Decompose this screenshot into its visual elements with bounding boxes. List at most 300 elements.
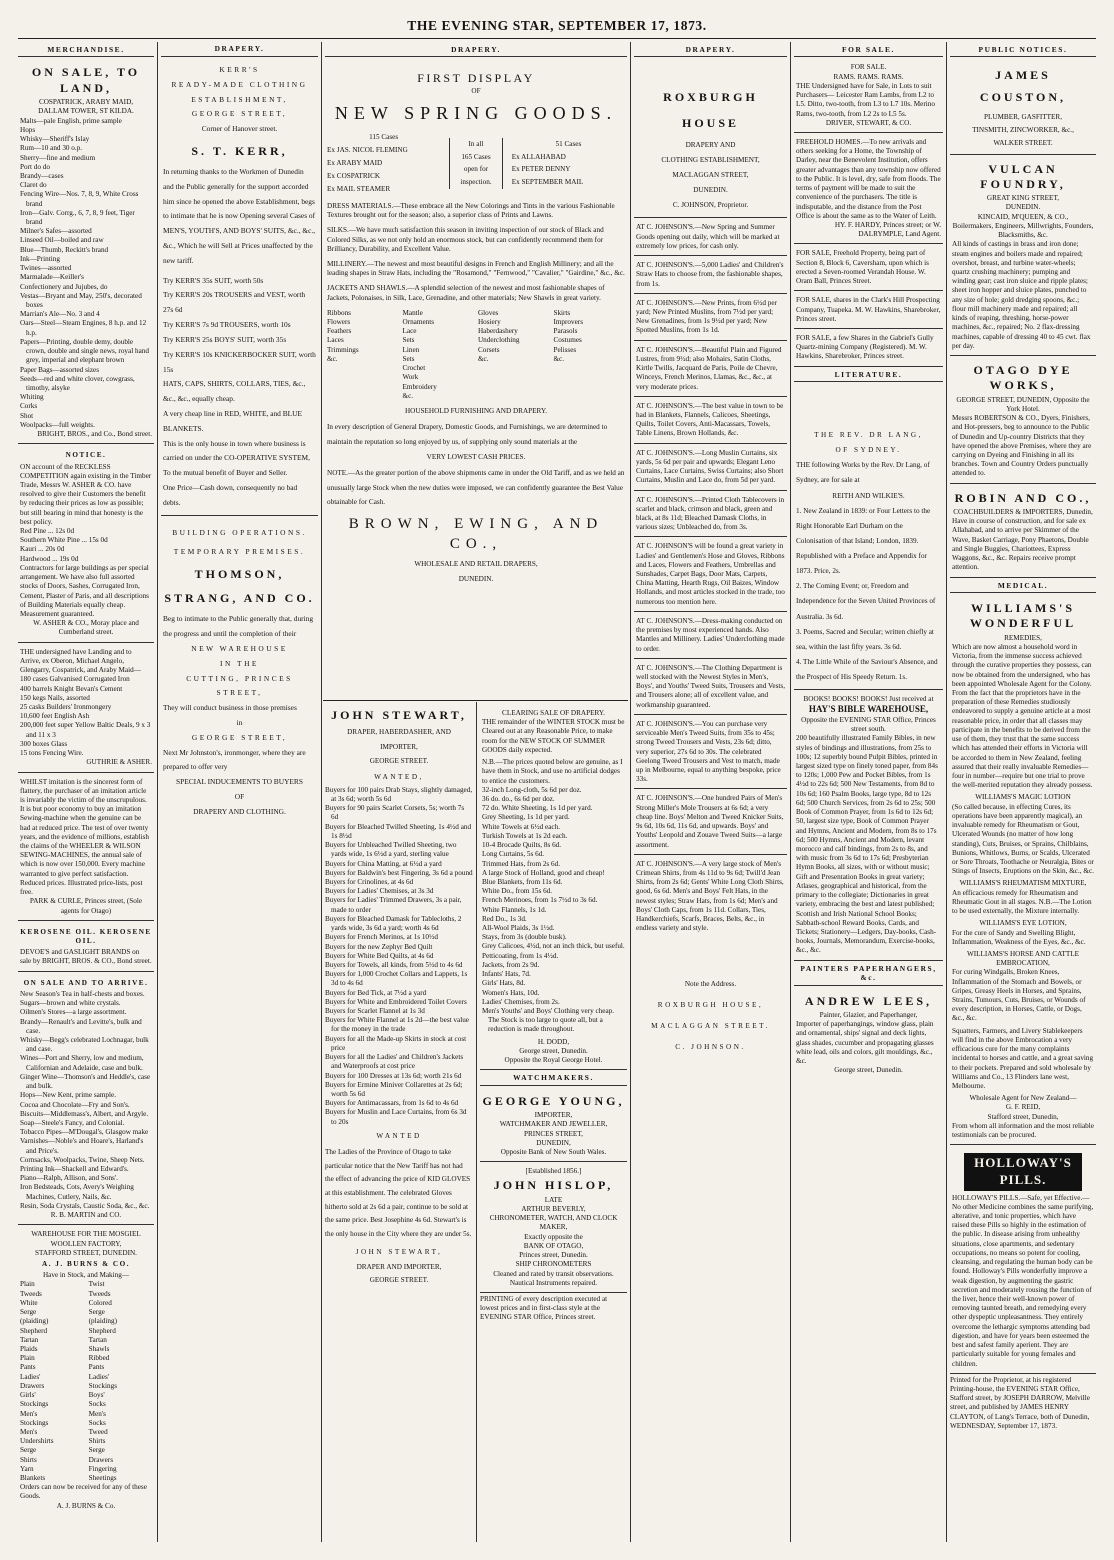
ad-body: JACKETS AND SHAWLS.—A splendid selection of the newest and most fashionable shapes of Jackets, Polonaises, in Silk, Lace, Grenadine, and other materials; New Shawls in great variety.	[327, 284, 605, 302]
list-item: Paper Bags—assorted sizes	[20, 365, 100, 374]
list-item: Ink—Printing	[20, 254, 60, 263]
ad-rams	[794, 60, 943, 133]
list-item: Ex ARABY MAID	[327, 158, 383, 167]
ad-signature: JOHN STEWART,	[355, 1247, 443, 1256]
list-item: Petticoating, from 1s 4½d.	[482, 951, 559, 960]
ad-title: WAREHOUSE FOR THE MOSGIEL WOOLLEN FACTORY,	[31, 1230, 141, 1248]
list-item: inspection.	[460, 178, 492, 187]
ad-holloway	[950, 1147, 1096, 1373]
ad-subtitle: COSPATRICK, ARABY MAID,	[38, 98, 134, 107]
list-item: Ex MAIL STEAMER	[327, 184, 391, 193]
list-item: Men's Socks	[88, 1409, 106, 1427]
list-item: Buyers for Bed Tick, at 7½d a yard	[325, 988, 427, 997]
list-item: Buyers for Bleached Damask for Tablecloths, 2 yards wide, 3s 6d a yard; worth 4s 6d	[325, 914, 462, 933]
ad-roxburgh-footer	[634, 977, 787, 1055]
ad-johnson	[634, 493, 787, 538]
ad-signature: GEORGE STREET.	[369, 1276, 429, 1285]
list-item: Infants' Hats, 7d.	[482, 970, 531, 979]
list-item: Ribbons	[327, 308, 351, 317]
item-list	[20, 117, 152, 430]
list-item: Buyers for Ermine Miniver Collarettes at 2s 6d; worth 5s 6d	[325, 1080, 463, 1099]
ad-subtitle: NEW WAREHOUSE	[191, 643, 288, 653]
list-item: 36 do. do., 6s 6d per doz.	[482, 794, 555, 803]
list-item: Long Curtains, 5s 6d.	[482, 850, 545, 859]
ad-signature: A. J. BURNS & Co.	[56, 1501, 116, 1510]
list-item: Ginger Wine—Thomson's and Heddle's, case and bulk.	[20, 1072, 151, 1091]
ad-subtitle: COACHBUILDERS & IMPORTERS, Dunedin,	[953, 508, 1093, 516]
column-merchandise	[18, 44, 154, 1544]
column-john-stewart	[325, 706, 473, 1536]
list-item: Gloves	[477, 308, 499, 317]
ad-subtitle: CLOTHING ESTABLISHMENT,	[661, 155, 760, 164]
ad-body: SILKS.—We have much satisfaction this season in inviting inspection of our stock of Black and Colored Silks, as we not only hold an enormous stock, but can confidently recommend them for Brilliancy, Durability, and Excellent Value.	[327, 226, 604, 253]
ad-robin	[950, 486, 1096, 578]
list-item: Buyers for 1,000 Crochet Collars and Lappets, 1s 3d to 4s 6d	[325, 970, 468, 988]
list-item: Red Do., 1s 3d.	[482, 914, 527, 923]
ad-johnson	[634, 399, 787, 444]
column-drapery-kerr	[161, 44, 318, 1544]
list-item: White Do., from 15s 6d.	[482, 887, 553, 896]
list-item: New Season's Tea in half-chests and boxes.	[20, 989, 145, 998]
list-item: 180 cases Galvanised Corrugated Iron	[20, 675, 130, 684]
list-item: Iron Bedsteads, Cots, Avery's Weighing Machines, Cutlery, Nails, &c.	[20, 1183, 134, 1201]
ad-body: They will conduct business in those premises	[163, 703, 297, 713]
ad-body: FOR SALE, a few Shares in the Gabriel's Gully Quartz-mining Company (Registered). M. W. Hawkins, Sharebroker, Princes street.	[796, 333, 934, 361]
ad-subtitle: WANTED	[376, 1131, 422, 1140]
ad-subtitle: WATCHMAKER AND JEWELLER,	[499, 1120, 608, 1129]
ad-subtitle: IMPORTER,	[534, 1111, 573, 1120]
ad-for-sale	[794, 246, 943, 291]
ad-body: THE undersigned have Landing and to Arrive, ex Oberon, Michael Angelo, Glengarry, Cospatrick, and Araby Maid—	[20, 647, 141, 675]
section-head: DRAPERY.	[634, 44, 787, 57]
list-item: 25 casks Builders' Ironmongery	[20, 702, 112, 711]
section-head: PUBLIC NOTICES.	[950, 44, 1096, 57]
ad-subtitle: MACLAGGAN STREET.	[651, 1022, 770, 1031]
list-item: Printing Ink—Shackell and Edward's.	[20, 1165, 129, 1174]
list-item: Ex JAS. NICOL FLEMING	[327, 146, 408, 155]
ad-body: MILLINERY.—The newest and most beautiful designs in French and English Millinery; and all the leading shapes in Straw Hats, including the "Rosamond," "Fernwood," "Cavalier," "Gairdine," &c., &c.	[327, 259, 625, 278]
list-item: Buyers for Ladies' Chemises, at 3s 3d	[325, 887, 434, 896]
list-item: Milner's Safes—assorted	[20, 227, 92, 236]
price-list	[20, 527, 152, 564]
list-item: Embroidery	[402, 382, 437, 391]
ad-subtitle: FOR SALE.	[850, 63, 887, 72]
ad-body: FOR SALE, Freehold Property, being part of Section 8, Block 6, Caversham, upon which is erected a Seven-roomed Verandah House. W. Oram Ball, Princes Street.	[796, 249, 929, 286]
list-item: Cornsacks, Woolpacks, Twine, Sheep Nets.	[20, 1155, 145, 1164]
list-item: Ex ALLAHABAD	[511, 152, 566, 161]
ad-title: WILLIAMS'S WONDERFUL	[969, 601, 1077, 631]
list-item: Ex PETER DENNY	[511, 165, 571, 174]
ad-title: HAY'S BIBLE WAREHOUSE,	[808, 704, 929, 715]
ad-subtitle: Wholesale Agent for New Zealand—	[969, 1094, 1077, 1103]
item-list	[20, 990, 152, 1211]
ad-subtitle: OF	[234, 792, 245, 801]
list-item: Wines—Port and Sherry, low and medium, Californian and Adelaide, case and bulk.	[20, 1054, 144, 1072]
ad-subtitle: in	[236, 717, 243, 727]
list-item: Men's Stockings	[20, 1409, 49, 1427]
ad-subtitle: ARTHUR BEVERLY,	[521, 1205, 586, 1214]
list-item: Ladies' Stockings	[88, 1372, 117, 1390]
ad-body: THE following Works by the Rev. Dr Lang, of Sydney, are for sale at	[796, 461, 930, 485]
ad-body: FOR SALE, shares in the Clark's Hill Prospecting Company, Tuapeka. M. W. Hawkins, Sharebroker, Princes street.	[796, 296, 941, 323]
ad-subtitle: WILLIAMS'S MAGIC LOTION	[975, 793, 1071, 802]
ad-body: HATS, CAPS, SHIRTS, COLLARS, TIES, &c., &c., &c., equally cheap.	[163, 379, 306, 404]
list-item: Buyers for the new Zephyr Bed Quilt	[325, 942, 433, 951]
list-item: Men's Undershirts	[20, 1427, 54, 1446]
list-item: Girls' Hats, 8d.	[482, 979, 526, 988]
ad-george-young	[480, 1089, 627, 1162]
ad-body: A very cheap line in RED, WHITE, and BLUE BLANKETS.	[163, 408, 303, 433]
ad-title: JOHN STEWART,	[331, 708, 467, 722]
list-item: Buyers for all the Made-up Skirts in stock at cost price	[325, 1034, 467, 1052]
ad-body: AT C. JOHNSON'S.—The best value in town to be had in Blankets, Flannels, Calicoes, Sheetings, Quilts, Toilet Covers, Anti-Macassars, Towels, Table Linens, Brown Hollands, &c.	[636, 401, 784, 438]
ad-title: ESTABLISHMENT,	[191, 94, 288, 104]
ad-signature: R. B. MARTIN and CO.	[50, 1211, 122, 1220]
list-item: Jackets, from 2s 9d.	[482, 960, 540, 969]
ad-body: WHILST imitation is the sincerest form of flattery, the purchaser of an imitation article is invariably the victim of the unscrupulous. It is but poor economy to buy an imitation Sewing-machine when the genuine can be had at reduced price. The test of over twenty years, and the evidence of millions, establish the claims of the WHEELER & WILSON SEWING-MACHINES, the annual sale of which is now over 150,000. Every machine warranted to give perfect satisfaction. Reduced prices. Illustrated price-lists, post free.	[20, 777, 149, 897]
section-head: FOR SALE.	[794, 44, 943, 57]
list-item: Buyers for White Flannel at 1s 2d—the best value for the money in the trade	[325, 1016, 469, 1034]
list-item: Confectionery and Jujubes, do	[20, 282, 108, 291]
list-item: Mantle Ornaments	[402, 308, 435, 327]
list-item: Skirts	[553, 308, 571, 317]
ad-subtitle: MACLAGGAN STREET,	[672, 171, 749, 180]
list-item: Buyers for 100 Dresses at 13s 6d; worth 21s 6d	[325, 1071, 462, 1080]
list-item: 2. The Coming Event; or, Freedom and Independence for the Seven United Provinces of Australia. 3s 6d.	[796, 582, 936, 621]
ad-dodd	[480, 706, 627, 1070]
list-item: Buyers for Bleached Twilled Sheeting, 1s 4½d and 1s 8½d	[325, 822, 472, 840]
ad-title: GEORGE YOUNG,	[482, 1093, 625, 1108]
list-item: Blankets	[20, 1474, 46, 1483]
list-item: Trimmings	[327, 345, 359, 354]
ad-title: FIRST DISPLAY	[417, 71, 535, 86]
ad-body: AT C. JOHNSON'S.—5,000 Ladies' and Children's Straw Hats to choose from, the fashionable shapes, from 1s.	[636, 261, 784, 288]
list-item: Underclothing	[477, 336, 520, 345]
ad-signature: DRAPER AND IMPORTER,	[356, 1263, 442, 1272]
ad-title: READY-MADE CLOTHING	[171, 79, 308, 89]
ad-body: Have in course of construction, and for sale ex Allahabad, and to arrive per Skimmer of the Wave, Basket Carriage, Pony Phaetons, Double and Single Buggies, Chariottees, Express Waggons, &c., &c. Repairs receive prompt attention.	[952, 517, 1089, 572]
ad-title: NOTICE.	[65, 451, 107, 460]
list-item: Brandy—cases	[20, 171, 64, 180]
list-item: Hops	[20, 125, 36, 134]
list-item: Crochet Work	[402, 364, 426, 382]
ad-body: This is the only house in town where business is carried on under the CO-OPERATIVE SYSTEM, To the mutual benefit of Buyer and Seller.	[163, 438, 310, 478]
ad-title: VULCAN FOUNDRY,	[980, 161, 1066, 191]
ad-subtitle: CUTTING, PRINCES STREET,	[186, 673, 293, 698]
ad-subtitle: WILLIAMS'S HORSE AND CATTLE EMBROCATION,	[966, 949, 1080, 968]
list-item: Sugars—brown and white crystals.	[20, 999, 121, 1008]
list-item: Hosiery	[477, 318, 501, 327]
ad-subtitle: DRAPERY AND	[685, 140, 736, 149]
ad-subtitle: DRAPERY AND CLOTHING.	[193, 806, 286, 816]
list-item: Shepherd Tartan Plaids	[20, 1326, 48, 1353]
list-item: Linseed Oil—boiled and raw	[20, 236, 104, 245]
list-item: Buyers for French Merinos, at 1s 10½d	[325, 933, 438, 942]
ad-signature: HY. F. HARDY, Princes street; or W. DALRYMPLE, Land Agent.	[834, 220, 941, 239]
shipments-left	[327, 131, 440, 196]
ad-johnson	[634, 717, 787, 790]
ad-title: THOMSON, STRANG, AND CO.	[164, 567, 315, 606]
ad-body: AT C. JOHNSON'S.—Dress-making conducted on the premises by most experienced hands. Also Mantles and Millinery. Ladies' Underclothing made to order.	[636, 616, 785, 653]
list-item: 32-inch Long-cloth, 5s 6d per doz.	[482, 785, 582, 794]
list-item: 4. The Little While of the Saviour's Absence, and the Prospect of His Speedy Return. 1s.	[796, 657, 938, 682]
list-item: Seeds—red and white clover, cowgrass, timothy, alsyke	[20, 374, 135, 392]
list-item: 150 kegs Nails, assorted	[20, 693, 90, 702]
ad-title: OTAGO DYE WORKS,	[973, 362, 1073, 393]
ad-subtitle: IMPORTER,	[380, 742, 418, 751]
section-head: DRAPERY.	[161, 44, 318, 57]
list-item: Twines—assorted	[20, 264, 72, 273]
holloway-banner: HOLLOWAY'S PILLS.	[964, 1153, 1082, 1190]
ad-subtitle: KINCAID, M'QUEEN, & CO.,	[977, 212, 1069, 221]
ad-johnson	[634, 343, 787, 397]
list-item: &c.	[477, 354, 489, 363]
ad-title: BUILDING OPERATIONS.	[172, 527, 307, 537]
list-item: 10-4 Brocade Quilts, 8s 6d.	[482, 841, 562, 850]
item-list	[20, 675, 152, 758]
price-line: Try KERR'S 25s BOYS' SUIT, worth 35s	[163, 334, 287, 344]
ad-martin	[18, 974, 154, 1226]
list-item: Malts—pale English, prime sample	[20, 116, 122, 125]
column-public-notices	[950, 44, 1096, 1544]
list-item: Ladies' Chemises, from 2s.	[482, 997, 560, 1006]
masthead-rule	[18, 38, 1096, 39]
goods-table	[20, 1280, 152, 1483]
ad-signature: Stafford street, Dunedin,	[987, 1112, 1059, 1121]
list-item: Cocoa and Chocolate—Fry and Son's.	[20, 1100, 130, 1109]
ad-subtitle: SHIP CHRONOMETERS	[515, 1260, 592, 1269]
list-item: Shepherd Tartan Shawls	[88, 1326, 116, 1353]
ad-subtitle: WILLIAMS'S EYE LOTION,	[979, 919, 1067, 928]
ad-title: KERR'S	[219, 64, 260, 74]
ad-subtitle: Corner of Hanover street.	[201, 124, 278, 134]
list-item: Buyers for White and Embroidered Toilet Covers	[325, 997, 467, 1006]
list-item: Whisky—Sheriff's Islay	[20, 135, 90, 144]
ad-for-sale	[794, 293, 943, 329]
ad-bright-bros	[18, 60, 154, 444]
ad-title: A. J. BURNS & CO.	[42, 1260, 130, 1268]
list-item: In all	[468, 139, 484, 148]
ad-body: THE remainder of the WINTER STOCK must be Cleared out at any Reasonable Price, to make room for the NEW STOCK OF SUMMER GOODS daily expected.	[482, 718, 625, 754]
ad-thomson-strang	[161, 518, 318, 824]
ad-subtitle: Have in Stock, and Making—	[42, 1271, 130, 1280]
list-item: Buyers for Muslin and Lace Curtains, from 6s 3d to 20s	[325, 1108, 467, 1126]
list-item: Grey Calicoes, 4½d, not an inch thick, but useful.	[482, 942, 625, 951]
ad-johnson	[634, 446, 787, 491]
ad-body: AT C. JOHNSON'S.—Printed Cloth Tablecovers in scarlet and black, crimson and black, green and black, at 8s 11d; Bleached Damask Cloths, in various sizes; Unbleached do, from 3s.	[636, 495, 785, 532]
ad-subtitle: BOOKS! BOOKS! BOOKS! Just received at	[803, 695, 934, 704]
column-dodd-watchmakers	[480, 706, 627, 1536]
ad-subtitle: Note the Address.	[684, 980, 737, 989]
column-divider	[321, 42, 322, 1542]
list-item: A large Stock of Holland, good and cheap!	[482, 868, 605, 877]
ad-subtitle: STAFFORD STREET, DUNEDIN.	[35, 1248, 137, 1257]
goods-col	[327, 309, 399, 401]
list-item: &c.	[553, 354, 565, 363]
ad-body: AT C. JOHNSON'S.—The Clothing Department is well stocked with the Newest Styles in Men's, Boys', and Youths' Tweed Suits, Trousers and Vests, and Trousers alone; all of excellent value, and workmanship guaranteed.	[636, 663, 785, 709]
list-item: Buyers for 90 pairs Scarlet Corsets, 5s; worth 7s 6d	[325, 804, 465, 822]
ad-title: BROWN, EWING, AND CO.,	[348, 516, 604, 552]
column-divider	[946, 42, 947, 1542]
list-item: Colored Serge (plaiding)	[88, 1298, 117, 1326]
list-item: Laces	[327, 336, 344, 345]
goods-col	[478, 309, 550, 401]
ad-body: In every description of General Drapery, Domestic Goods, and Furnishings, we are determined to maintain the reputation so long enjoyed by us, of supplying only sound materials at the	[327, 423, 608, 446]
ad-subtitle: DUNEDIN,	[536, 1138, 571, 1147]
imprint: Printed for the Proprietor, at his registered Printing-house, the EVENING STAR Office, Stafford street, by JOSEPH DARROW, Melville street, and published by JAMES HENRY CLAYTON, of Lang's Terrace, both of Dunedin, WEDNESDAY, September 17, 1873.	[950, 1375, 1090, 1430]
ad-subtitle: IN THE	[220, 658, 259, 668]
ad-subtitle: DUNEDIN.	[693, 186, 728, 195]
ad-kerosene	[18, 923, 154, 972]
ad-body: Messrs ROBERTSON & CO., Dyers, Finishers, and Hot-pressers, beg to announce to the Public of Dunedin and Up-country Districts that they have opened the above Premises, where they are carrying on Dyeing and Finishing in all its branches. Town and Country Orders punctually attended to.	[952, 414, 1092, 478]
ad-body: AT C. JOHNSON'S.—A very large stock of Men's Crimean Shirts, from 4s 11d to 9s 6d; Twill'd Jean Shirts, from 2s 6d; Gents' White Long Cloth Shirts, good, 6s 6d. Men's and Boys' Felt Hats, in the newest styles; Straw Hats, from 1s 6d; Men's and Boys' Cloth Caps, from 1s 11d. Collars, Ties, Handkerchiefs, Scarfs, Braces, Belts, &c., in endless variety and style.	[636, 859, 784, 933]
ad-subtitle: HOUSEHOLD FURNISHING AND DRAPERY.	[404, 407, 548, 415]
list-item: Buyers for Crinolines, at 4s 6d	[325, 877, 414, 886]
ad-title: JAMES COUSTON,	[979, 68, 1067, 105]
list-item: Corsets	[477, 345, 500, 354]
ad-john-hislop	[480, 1164, 627, 1293]
list-item: Buyers for all the Ladies' and Children's Jackets and Waterproofs at cost price	[325, 1053, 464, 1071]
ad-subtitle: Painter, Glazier, and Paperhanger,	[819, 1010, 918, 1019]
section-head: LITERATURE.	[794, 369, 943, 382]
buyers-list	[325, 786, 473, 1127]
ad-title: ROXBURGH HOUSE	[663, 90, 758, 130]
list-item: Sherry—fine and medium	[20, 153, 96, 162]
list-item: Whiting	[20, 393, 44, 402]
list-item: Sheetings	[88, 1474, 117, 1483]
ad-title: ON SALE AND TO ARRIVE.	[23, 978, 149, 987]
column-divider	[157, 42, 158, 1542]
ad-title: ON SALE, TO LAND,	[31, 65, 141, 95]
list-item: Pelisses	[553, 345, 577, 354]
ad-body: All kinds of castings in brass and iron done; steam engines and boilers made and repaired; overshot, breast, and turbine water-wheels; quartz crushing machinery; pumping and winding gear; cast iron sluice and ripple plates; sheet iron hopper and sluice plates, punched to any size of hole; gold dredging spoons, &c.; flour mill machinery made and repaired; all kinds of reaping, threshing, horse-power machines, &c., repaired; No. 2 flax-dressing machines, capable of dressing 40 to 45 cwt. flax per day.	[952, 240, 1091, 350]
ad-body: AT C. JOHNSON'S.—One hundred Pairs of Men's Strong Miller's Mole Trousers at 6s 6d; a very cheap line. Boys' Melton and Tweed Knicker Suits, 9s 6d, 10s 6d, 11s 6d, and upwards. Boys' and Youths' Leopold and Zouave Tweed Suits—a large assortment.	[636, 794, 784, 849]
list-item: All-Wool Plaids, 3s 1½d.	[482, 924, 555, 933]
list-item: Papers—Printing, double demy, double crown, double and single news, royal hand grey, imperial and elephant brown	[20, 337, 149, 365]
ad-signature: C. JOHNSON.	[675, 1043, 746, 1051]
list-item: Serge Drawers	[88, 1446, 113, 1464]
list-item: Linen Sets	[402, 345, 420, 363]
ad-dr-lang	[794, 385, 943, 690]
list-item: Boys' Socks	[88, 1391, 106, 1409]
ad-body: Contractors for large buildings as per special arrangement. We have also full assorted stocks of Doors, Sashes, Corrugated Iron, Cement, Plaster of Paris, and all descriptions of Building Materials equally cheap. Measurement guaranteed.	[20, 563, 149, 618]
ad-signature: C. JOHNSON, Proprietor.	[672, 201, 749, 210]
ad-body: Which are now almost a household word in Victoria, from the immense success achieved through the curative properties they possess, can now be obtained from the undersigned, who has been appointed Wholesale Agent for the Colony. From the fact that the proprietors have in the preparation of these Remedies studiously endeavored to supply a genuine article at a most reasonable price, in order that all classes may participate in the benefits to be derived from the use of them, they trust that the same success which has attended their efforts in Victoria will be accorded to them in New Zealand, feeling assured that their really invaluable Remedies—four in number—require but one trial to prove the well-merited reputation they already possess.	[952, 642, 1093, 790]
column-for-sale	[794, 44, 943, 1544]
ad-title: NEW SPRING GOODS.	[334, 103, 618, 124]
ad-johnson	[634, 296, 787, 341]
ad-subtitle: WHOLESALE AND RETAIL DRAPERS,	[414, 559, 538, 568]
goods-col	[553, 309, 625, 401]
ad-title: S. T. KERR,	[191, 143, 288, 158]
ad-body: NOTE.—As the greater portion of the above shipments came in under the Old Tariff, and as we held an unusually large Stock when the new duties were imposed, we can confidently guarantee the Best Value obtainable for Cash.	[327, 469, 625, 507]
ad-subtitle: WILLIAMS'S RHEUMATISM MIXTURE,	[959, 879, 1087, 888]
list-item: 15 tons Fencing Wire.	[20, 749, 84, 758]
list-item: Buyers for 100 pairs Drab Stays, slightly damaged, at 3s 6d; worth 5s 6d	[325, 785, 473, 804]
price-line: Try KERR'S 7s 9d TROUSERS, worth 10s	[163, 320, 291, 330]
ad-subtitle: GEORGE STREET,	[191, 732, 288, 742]
ad-body: From whom all information and the most reliable testimonials can be procured.	[952, 1121, 1094, 1140]
ad-body: DEVOE'S and GASLIGHT BRANDS on sale by BRIGHT, BROS. & CO., Bond street.	[20, 948, 152, 966]
list-item: Oilmen's Stores—a large assortment.	[20, 1008, 127, 1017]
ad-subtitle: Cleaned and rated by transit observations. Nautical Instruments repaired.	[493, 1269, 614, 1287]
ad-title: RAMS. RAMS. RAMS.	[833, 72, 904, 81]
list-item: Woolpacks—full weights.	[20, 420, 95, 429]
list-item: Blue—Thumb, Reckitt's brand	[20, 245, 109, 254]
ad-guthrie	[18, 645, 154, 773]
ad-subtitle: VERY LOWEST CASH PRICES.	[426, 453, 526, 462]
list-item: Southern White Pine ... 15s 0d	[20, 536, 108, 545]
ad-body: AT C. JOHNSON'S will be found a great variety in Ladies' and Gentlemen's Hose and Gloves, Ribbons and Laces, Flowers and Feathers, Umbrellas and Sunshades, Carpet Bags, Door Mats, Carpets, China Matting, Hearth Rugs, Oil Baizes, Window Hollands, and most articles stocked in the trade, too numerous too mention here.	[636, 542, 785, 606]
list-item: White Flannels, 1s 1d.	[482, 905, 547, 914]
ad-title: ROBIN AND CO.,	[954, 490, 1092, 505]
list-item: Brandy—Renault's and Levitte's, bulk and case.	[20, 1017, 142, 1035]
ad-asher	[18, 446, 154, 642]
ad-body: An efficacious remedy for Rheumatism and Rheumatic Gout in all stages. N.B.—The Lotion to be used externally, the Mixture internally.	[952, 888, 1092, 916]
column-divider	[790, 42, 791, 1542]
goods-col	[402, 309, 474, 401]
ad-body: THE Undersigned have for Sale, in Lots to suit Purchasers— Leicester Ram Lambs, from L2 to L5. Ditto, two-tooth, from L3 to L7 10s. Merino Rams, two-tooth, from L2 2s to L5 5s.	[796, 81, 935, 118]
list-item: 51 Cases	[555, 139, 582, 148]
list-item: Red Pine ... 12s 0d	[20, 527, 75, 536]
ad-title: TEMPORARY PREMISES.	[173, 547, 306, 557]
column-divider	[476, 702, 477, 1542]
list-item: Buyers for White Bed Quilts, at 4s 6d	[325, 951, 434, 960]
ad-johnson	[634, 661, 787, 715]
list-item: &c.	[327, 354, 338, 363]
shipments-mid	[449, 138, 503, 190]
list-item: Plain Tweeds	[20, 1280, 42, 1298]
list-item: White Serge (plaiding)	[20, 1298, 49, 1326]
ad-subtitle: DALLAM TOWER, ST KILDA.	[38, 107, 134, 116]
ad-subtitle: GEORGE STREET.	[369, 757, 429, 766]
ad-subtitle: Opposite Bank of New South Wales.	[500, 1148, 607, 1157]
ad-otago-dye-works	[950, 358, 1096, 484]
ad-title: CLEARING SALE OF DRAPERY.	[502, 709, 605, 717]
ad-body: N.B.—The prices quoted below are genuine, as I have them in Stock, and use no artificial dodges to entice the customers.	[482, 758, 623, 785]
ad-signature: GUTHRIE & ASHER.	[86, 758, 152, 767]
list-item: 400 barrels Knight Bevan's Cement	[20, 684, 123, 693]
ad-signature: G. F. REID,	[1005, 1103, 1041, 1112]
section-head: PAINTERS PAPERHANGERS, &c.	[794, 963, 943, 986]
list-item: Tweed Shirts	[88, 1427, 108, 1446]
price-line: Try KERR'S 20s TROUSERS and VEST, worth 27s 6d	[163, 290, 306, 315]
list-item: Buyers for China Matting, at 6½d a yard	[325, 859, 442, 868]
goods-list-right	[89, 1280, 152, 1483]
list-item: Fencing Wire—Nos. 7, 8, 9, White Cross brand	[20, 190, 139, 208]
ad-signature: H. DODD,	[537, 1037, 570, 1046]
goods-table	[327, 309, 625, 401]
ad-subtitle: CHRONOMETER, WATCH, AND CLOCK MAKER,	[489, 1214, 618, 1232]
list-item: Resin, Soda Crystals, Caustic Soda, &c., &c.	[20, 1201, 150, 1210]
list-item: Turkish Towels at 1s 2d each.	[482, 831, 568, 840]
ad-subtitle: Opposite the EVENING STAR Office, Princes street south.	[801, 715, 936, 734]
ad-title: THE REV. DR LANG,	[814, 431, 923, 440]
price-line: Try KERR'S 10s KNICKERBOCKER SUIT, worth 15s	[163, 349, 316, 374]
ad-body: 200 beautifully illustrated Family Bibles, in new styles of bindings and illustrations, from 25s to 100s; 12 superbly bound Pulpit Bibles, printed in largest sized type on finely toned paper, from 84s to 120s; 1,000 Pew and Pocket Bibles, from 1s 4½d to 22s 6d; 500 New Testaments, from 8d to 10s 6d; 160 Psalm Books, large type, 8d to 12s 6d; 500 Church Services, from 2s 6d to 25s; 500 Book of Common Prayer, from 1s 6d to 12s 6d; 50, largest size type, Book of Common Prayer and Hymns, Ancient and Modern, from 8s to 17s 6d; 500 Hymns, Ancient and Modern, levant morocco and calf bindings, from 2s to 8s, and with music from 3s 6d to 17s 6d; Presbyterian Hymn Books, all sizes, with or without music; Gift and Presentation Books in great variety; Atlases, geographical and historical, from the primary to the collegiate; Dictionaries in great variety, embracing the best and latest published; Scottish and Irish National School Books; Sabbath-school Reward Books, Cards, and Tickets; Stationery—Ledgers, Day-books, Cash-books, Journals, Memorandum, Exercise-books, &c., &c.	[796, 734, 938, 955]
list-item: 3. Poems, Sacred and Secular; written chiefly at sea, within the last fifty years. 3s 6d.	[796, 627, 934, 651]
list-item: Men's Youths' and Boys' Clothing very cheap. The Stock is too large to quote all, but a reduction is made throughout.	[482, 1007, 615, 1034]
list-item: Hops—New Kent, prime sample.	[20, 1091, 117, 1100]
list-item: Serge Shirts	[20, 1446, 37, 1464]
list-item: Corks	[20, 402, 38, 411]
ad-signature: PARK & CURLE, Princes street, (Sole agents for Otago)	[29, 897, 143, 915]
ad-subtitle: SPECIAL INDUCEMENTS TO BUYERS	[176, 777, 303, 787]
list-item: Lace Sets	[402, 327, 417, 345]
ad-roxburgh-header	[634, 60, 787, 218]
list-item: 1. New Zealand in 1839: or Four Letters to the Right Honorable Earl Durham on the Colonisation of that Island; London, 1839. Republished with a Preface and Appendix for 1873. Price, 2s.	[796, 506, 931, 576]
ad-body: The Ladies of the Province of Otago to take particular notice that the New Tariff has not had the effect of advancing the price of KID GLOVES at this establishment. The celebrated Gloves hitherto sold at 2s 6d a pair, continue to be sold at the same price. Best Josephine 4s 6d. Stewart's is the only house in the City where they are under 5s.	[325, 1148, 472, 1239]
